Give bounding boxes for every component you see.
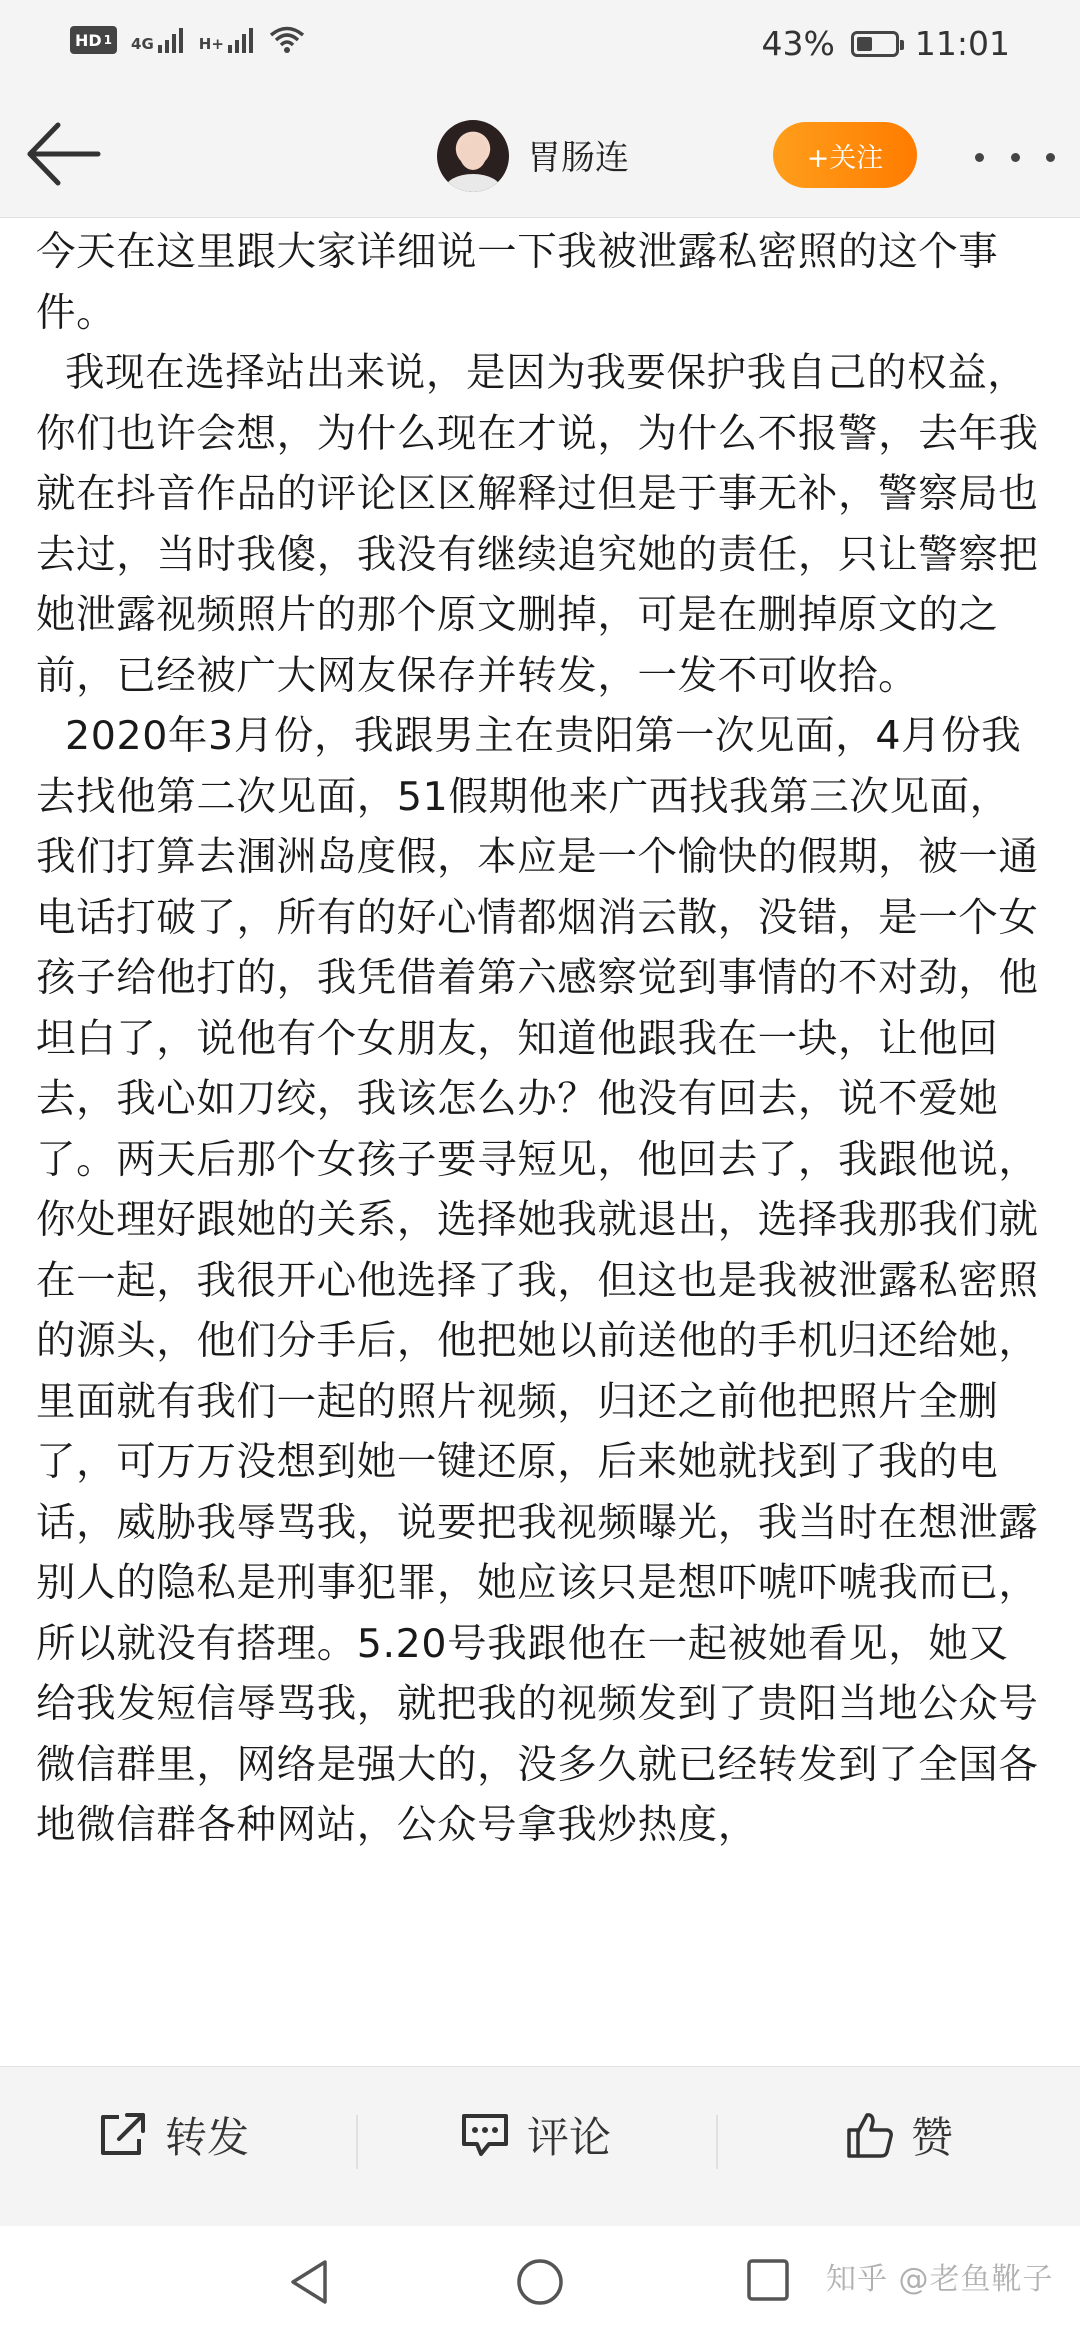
hd-badge: HD 1 [70,26,117,54]
back-button[interactable] [22,117,106,191]
share-icon [97,2111,149,2159]
system-nav-bar [0,2226,1080,2340]
comment-label: 评论 [527,2113,612,2162]
like-button[interactable] [845,2105,953,2165]
net-hplus-label: H+ [198,35,224,53]
signal-hplus [199,27,255,53]
repost-button[interactable] [97,2105,249,2165]
nav-recents-button[interactable] [745,2257,791,2307]
follow-button[interactable]: +关注 [773,122,917,188]
comment-button[interactable] [459,2105,611,2165]
signal-4g [131,27,185,53]
nav-home-button[interactable] [515,2257,565,2311]
more-dot [1046,153,1055,162]
wifi-icon [269,26,305,54]
repost-label: 转发 [165,2113,250,2162]
avatar[interactable] [437,120,509,192]
more-dot [1011,153,1020,162]
header-bar [0,95,1080,218]
watermark: 知乎 @老鱼靴子 [826,2262,1054,2297]
status-left [70,26,305,54]
post-paragraph-1: 今天在这里跟大家详细说一下我被泄露私密照的这个事件。 [36,229,999,336]
circle-home-icon [515,2257,565,2307]
status-right [762,24,1010,63]
avatar-face [459,134,487,170]
thumbs-up-icon [845,2110,895,2160]
clock: 11:01 [914,24,1010,63]
username[interactable]: 胃肠连 [527,138,629,178]
like-label: 赞 [911,2113,954,2162]
action-divider [356,2115,358,2169]
triangle-back-icon [287,2257,331,2307]
avatar-shirt [445,174,501,192]
action-divider [716,2115,718,2169]
post-paragraph-2: 我现在选择站出来说，是因为我要保护我自己的权益，你们也许会想，为什么现在才说，为什么不报警，去年我就在抖音作品的评论区区解释过但是于事无补，警察局也去过，当时我傻，我没有继续追究她的责任，只让警察把她泄露视频照片的那个原文删掉，可是在删掉原文的之前，已经被广大网友保存并转发，一发不可收拾。 [36,350,1039,699]
square-recents-icon [745,2257,791,2303]
post-body [36,222,1046,2060]
signal-bars-icon [157,27,185,53]
battery-percent: 43% [761,24,835,63]
battery-icon [851,31,899,57]
arrow-left-icon [22,117,106,191]
post-paragraph-3: 2020年3月份，我跟男主在贵阳第一次见面，4月份我去找他第二次见面，51假期他来广西找我第三次见面，我们打算去涠洲岛度假，本应是一个愉快的假期，被一通电话打破了，所有的好心情都烟消云散，没错，是一个女孩子给他打的，我凭借着第六感察觉到事情的不对劲，他坦白了，说他有个女朋友，知道他跟我在一块，让他回去，我心如刀绞，我该怎么办？他没有回去，说不爱她了。两天后那个女孩子要寻短见，他回去了，我跟他说，你处理好跟她的关系，选择她我就退出，选择我那我们就在一起，我很开心他选择了我，但这也是我被泄露私密照的源头，他们分手后，他把她以前送他的手机归还给她，里面就有我们一起的照片视频，归还之前他把照片全删了，可万万没想到她一键还原，后来她就找到了我的电话，威胁我辱骂我，说要把我视频曝光，我当时在想泄露别人的隐私是刑事犯罪，她应该只是想吓唬吓唬我而已，所以就没有搭理。5.20号我跟他在一起被她看见，她又给我发短信辱骂我，就把我的视频发到了贵阳当地公众号微信群里，网络是强大的，没多久就已经转发到了全国各地微信群各种网站，公众号拿我炒热度， [36,713,1039,1848]
signal-bars-icon-2 [227,27,255,53]
status-bar [0,0,1080,95]
battery-fill [857,37,872,51]
nav-back-button[interactable] [287,2257,331,2311]
more-button[interactable] [975,137,1055,177]
action-bar [0,2066,1080,2227]
net-4g-label: 4G [131,35,154,53]
more-dot [975,153,984,162]
comment-icon [459,2111,511,2159]
